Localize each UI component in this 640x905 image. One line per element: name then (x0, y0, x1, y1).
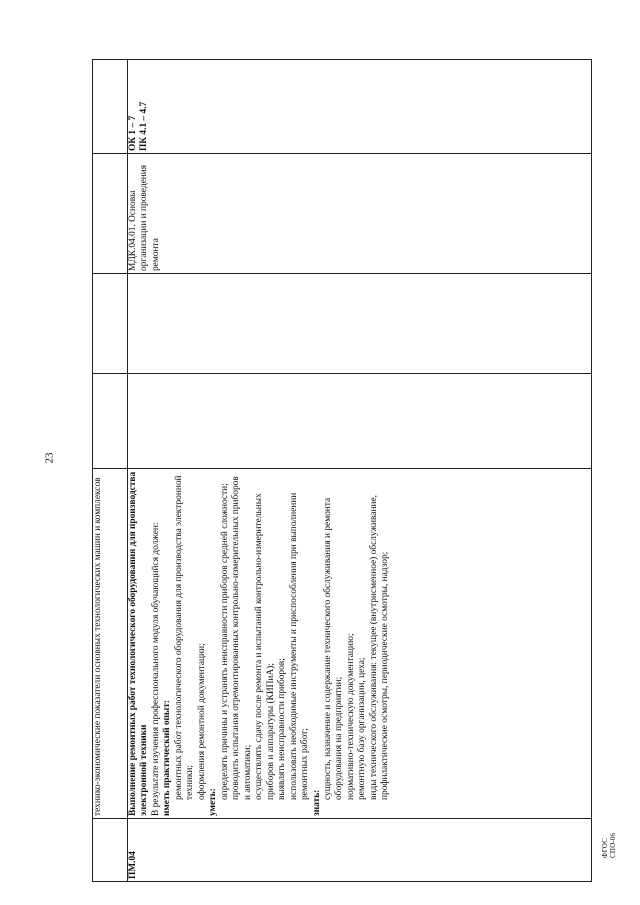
description-line: В результате изучения профессионального модуля обучающийся должен: (150, 522, 161, 816)
table-cell (93, 154, 128, 274)
table-cell (93, 819, 128, 882)
competency-pk: ПК 4.1 – 4.7 (139, 101, 150, 151)
competency-ok: ОК 1 – 7 (128, 115, 138, 151)
description-line: нормативно-техническую документацию; (345, 633, 356, 800)
description-line: ремонтных работ технологического оборудования для производства электронной техники; (173, 475, 196, 800)
description-line: использовать необходимые инструменты и приспособления при выполнении ремонтных работ; (288, 492, 311, 800)
table-row-continuation (93, 60, 128, 882)
page-number: 23 (43, 452, 56, 464)
description-line: определять причины и устранять неисправности приборов средней сложности; (219, 483, 230, 800)
table-row-pm04 (128, 60, 592, 882)
mdk-name: МДК.04.01. Основы организации и проведения ремонта (128, 154, 592, 274)
description-line: оформления ремонтной документации; (196, 643, 207, 800)
curriculum-table (92, 59, 592, 882)
description-line: выявлять неисправности приборов; (277, 658, 288, 800)
description-line: ремонтную базу организации, цеха; (357, 657, 368, 800)
table-cell (93, 60, 128, 154)
table-cell (93, 374, 128, 469)
module-code: ПМ.04 (128, 819, 592, 882)
section-heading: уметь: (208, 788, 219, 816)
section-heading: знать: (311, 789, 322, 816)
competencies (128, 60, 592, 154)
continuation-text: технико-экономические показатели основных технологических машин и комплексов (93, 469, 128, 819)
description-line: осуществлять сдачу после ремонта и испытаний контрольно-измерительных приборов и аппаратуры (КИПиА); (254, 493, 276, 800)
section-heading: Выполнение ремонтных работ технологического оборудования для производства электронной техники (128, 471, 150, 816)
module-description (128, 469, 592, 819)
description-line: проводить испытания отремонтированных контрольно-измерительных приборов и автоматики; (231, 476, 253, 800)
description-line: сущность, назначение и содержание технического обслуживания и ремонта оборудования на предприятии; (322, 497, 345, 800)
table-cell (128, 274, 592, 374)
rotated-page-content (92, 60, 592, 882)
description-line: виды технического обслуживания: текущее (внутрисменное) обслуживание, профилактические осмотры, периодические осмотры, надзор; (368, 494, 391, 800)
section-heading: иметь практический опыт: (162, 700, 173, 816)
table-cell (128, 374, 592, 469)
footer-code: ФГОС СПО-06 (601, 832, 617, 858)
table-cell (93, 274, 128, 374)
